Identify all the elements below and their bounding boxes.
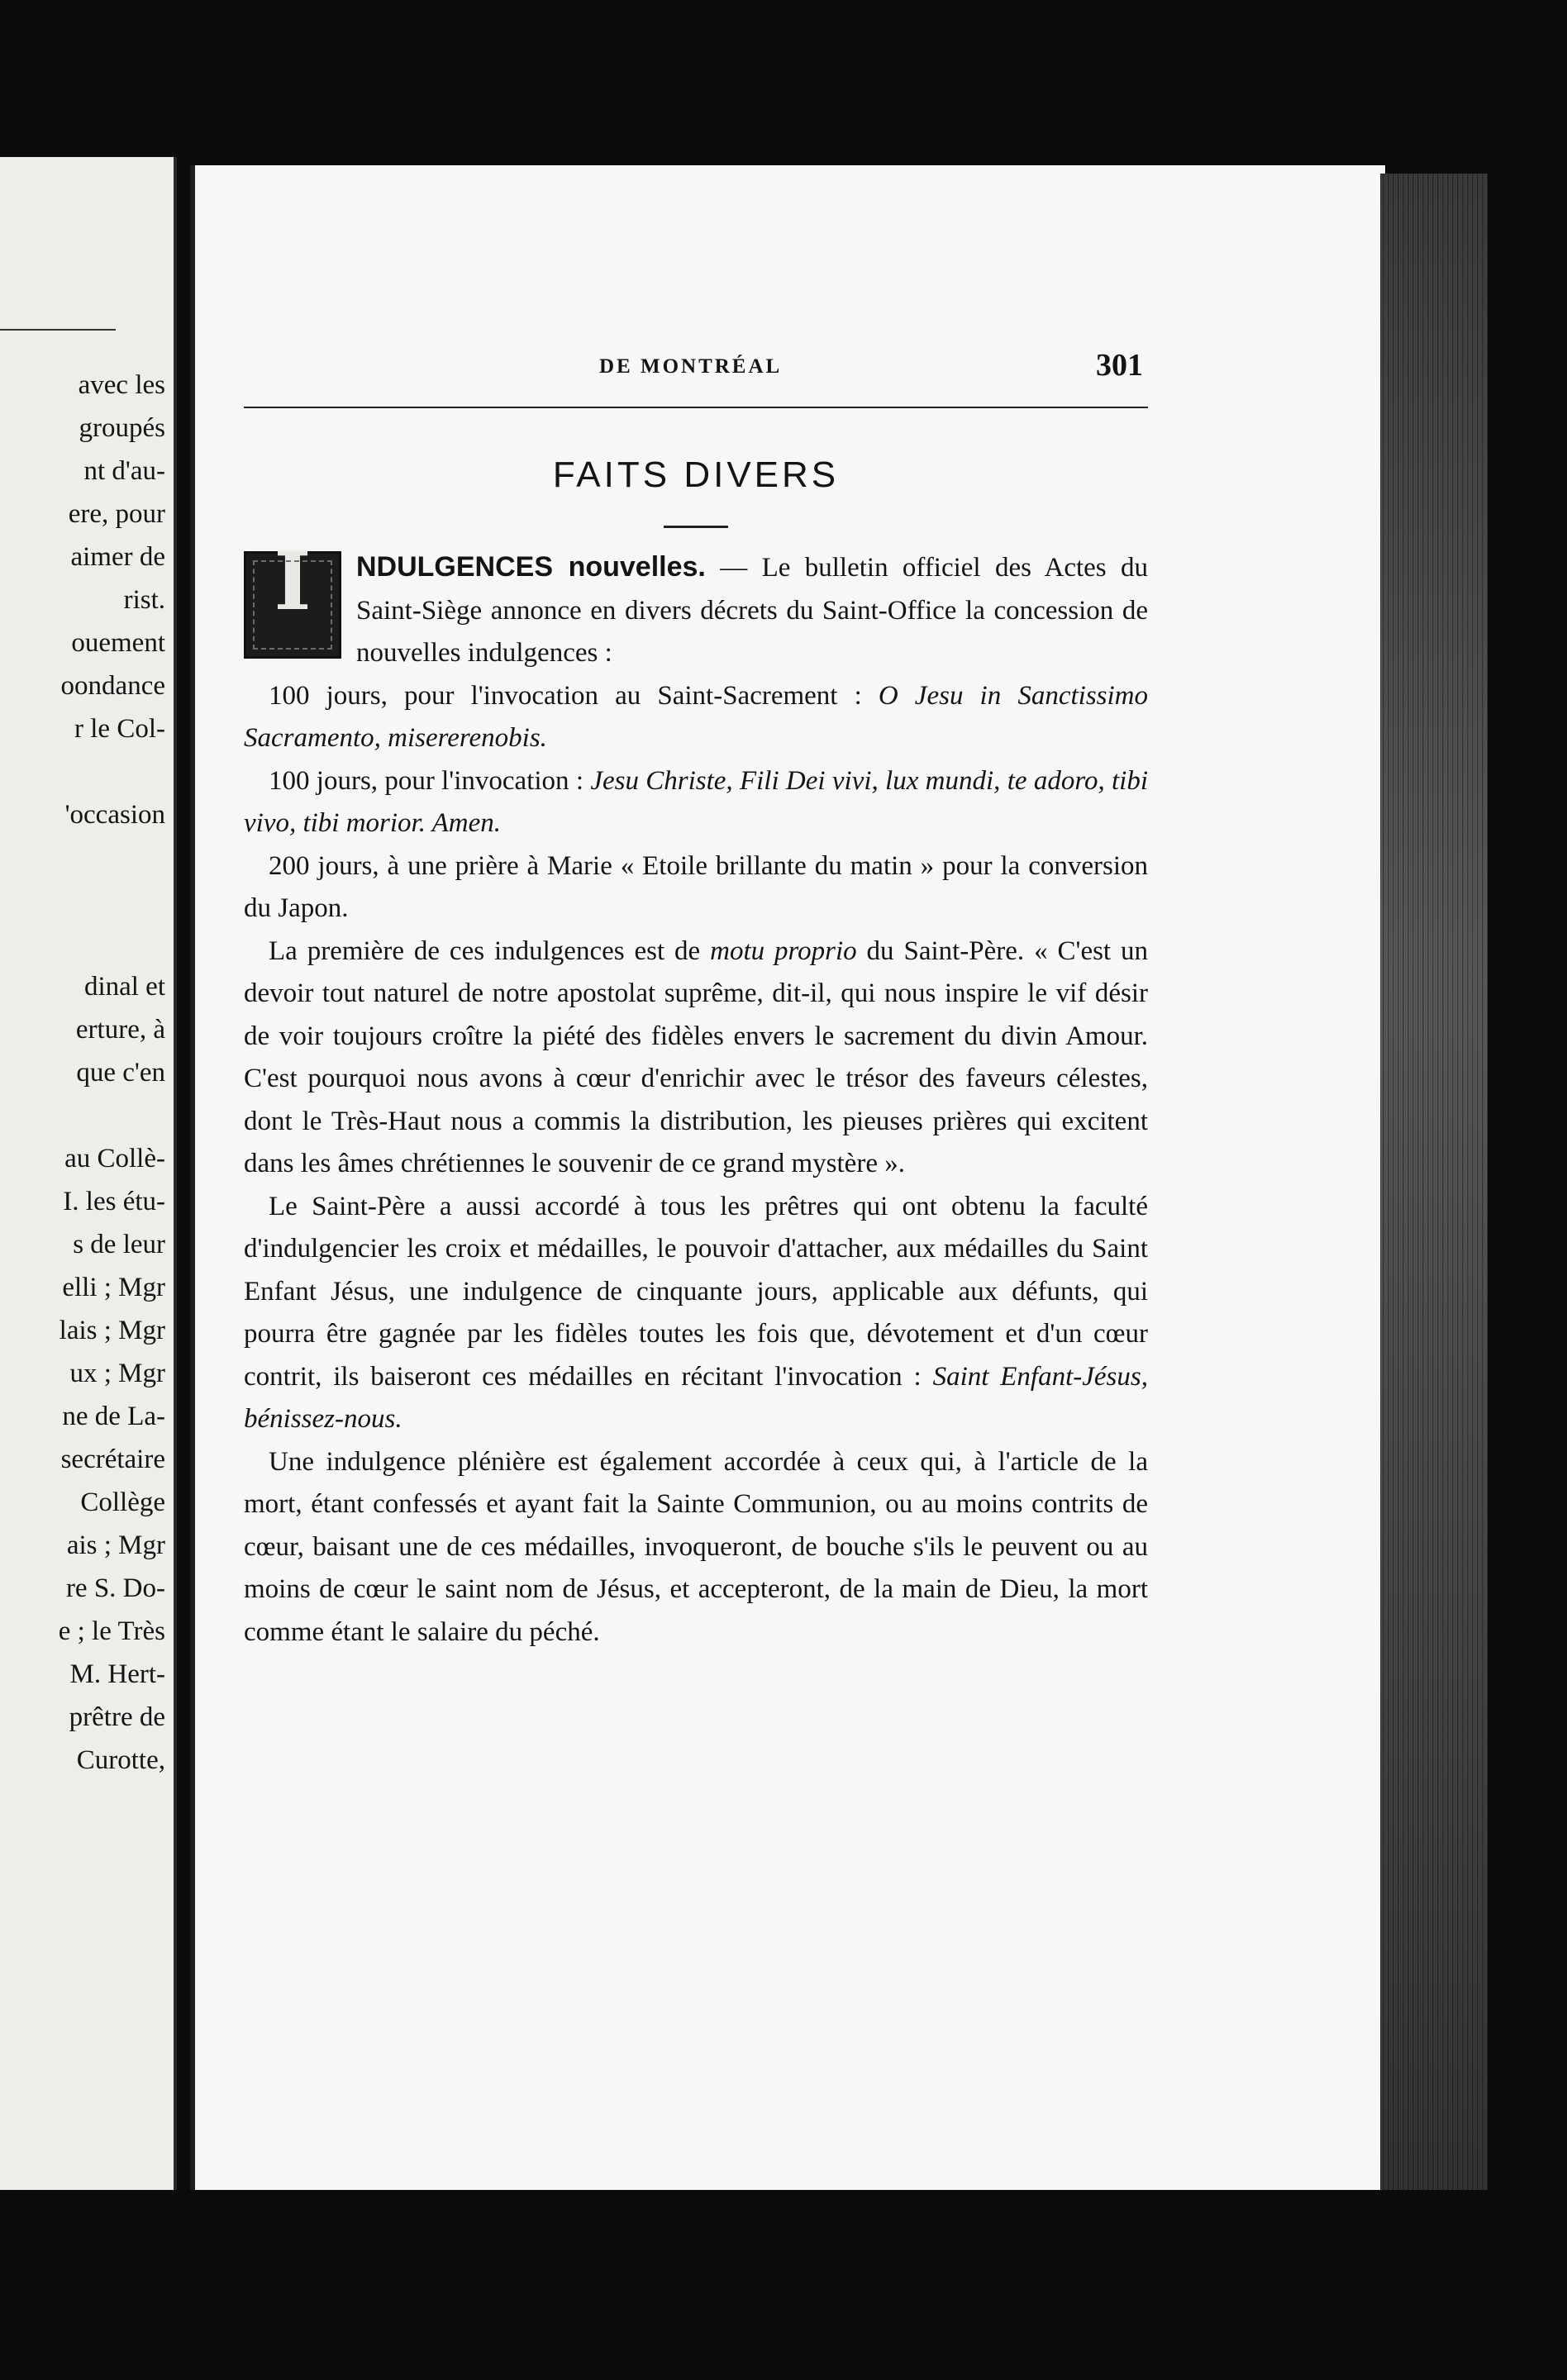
left-page-line: aimer de [70,542,165,572]
left-page-line [0,836,165,879]
left-page-line: avec les [78,370,165,400]
left-page-line: prêtre de [69,1702,165,1732]
left-page-line: dinal et [83,972,165,1002]
left-page-line [0,1094,165,1137]
left-page-line: oondance [60,671,165,701]
left-page-line: que c'en [76,1058,165,1088]
page-number: 301 [1096,348,1143,383]
indulgence-item-3: 200 jours, à une prière à Marie « Etoile brillante du matin » pour la conversion du Japon. [244,850,1148,923]
paragraph-3: Une indulgence plénière est également accordée à ceux qui, à l'article de la mort, étant confessés et ayant fait la Sainte Communion, ou au moins contrits de cœur, baisant une de ces médailles, invoqueront, de bouche s'ils le peuvent ou au moins de cœur le saint nom de Jésus, et accepteront, de la main de Dieu, la mort comme étant le salaire du péché. [244,1446,1148,1647]
left-page-line: 'occasion [64,800,165,830]
left-page [0,157,177,2190]
left-page-line: s de leur [73,1230,165,1259]
left-page-line: groupés [79,413,165,443]
book-page-edges [1380,174,1488,2190]
left-page-line [0,879,165,922]
left-page-line: ouement [71,628,165,658]
left-page-line: re S. Do- [65,1573,165,1603]
article-body [244,535,1149,1654]
running-head: DE MONTRÉAL [599,355,783,378]
left-page-rule [0,329,116,331]
header-rule [244,407,1148,408]
indulgence-item-1: 100 jours, pour l'invocation au Saint-Sacrement : O Jesu in Sanctissimo Sacramento, misererenobis. [244,680,1149,753]
left-page-line: Curotte, [76,1745,165,1775]
title-rule [664,526,728,528]
left-page-line: secrétaire [60,1445,165,1474]
left-page-line: I. les étu- [63,1187,165,1216]
left-page-text [0,364,165,1782]
left-page-line: e ; le Très [58,1616,165,1646]
indulgence-item-2: 100 jours, pour l'invocation : Jesu Christe, Fili Dei vivi, lux mundi, te adoro, tibi vivo, tibi morior. Amen. [244,765,1148,838]
left-page-line: ne de La- [62,1402,165,1431]
left-page-line: ux ; Mgr [69,1359,165,1388]
page-header [244,347,1148,397]
left-page-line: erture, à [75,1015,165,1045]
page-content [244,347,1148,1654]
left-page-line: Collège [80,1488,165,1517]
left-page-line: elli ; Mgr [62,1273,165,1302]
left-page-line: ere, pour [68,499,165,529]
left-page-line [0,922,165,965]
section-title: FAITS DIVERS [552,455,840,495]
decorated-initial: I [244,551,341,659]
left-page-line: au Collè- [64,1144,165,1173]
left-page-line: nt d'au- [83,456,165,486]
left-page-line: M. Hert- [69,1659,165,1689]
left-page-line [0,750,165,793]
left-page-line: rist. [123,585,165,615]
left-page-line: ais ; Mgr [66,1530,165,1560]
article-lead: NDULGENCES nouvelles. [356,551,706,583]
article-intro: NDULGENCES nouvelles. — Le bulletin officiel des Actes du Saint-Siège annonce en divers décrets du Saint-Office la concession de nouvelles indulgences : [356,551,1148,668]
paragraph-2: Le Saint-Père a aussi accordé à tous les prêtres qui ont obtenu la faculté d'indulgencier les croix et médailles, le pouvoir d'attacher, aux médailles du Saint Enfant Jésus, une indulgence de cinquante jours, applicable aux défunts, qui pourra être gagnée par les fidèles toutes les fois que, dévotement et d'un cœur contrit, ils baiseront ces médailles en récitant l'invocation : Saint Enfant-Jésus, bénissez-nous. [244,1191,1148,1434]
left-page-line: lais ; Mgr [59,1316,165,1345]
paragraph-1: La première de ces indulgences est de motu proprio du Saint-Père. « C'est un devoir tout naturel de notre apostolat suprême, dit-il, qui nous inspire le vif désir de voir toujours croître la piété des fidèles envers le sacrement du divin Amour. C'est pourquoi nous avons à cœur d'enrichir avec le trésor des faveurs célestes, dont le Très-Haut nous a commis la distribution, les pieuses prières qui excitent dans les âmes chrétiennes le souvenir de ce grand mystère ». [244,935,1149,1178]
article-opening [244,535,1148,675]
left-page-line: r le Col- [74,714,165,744]
